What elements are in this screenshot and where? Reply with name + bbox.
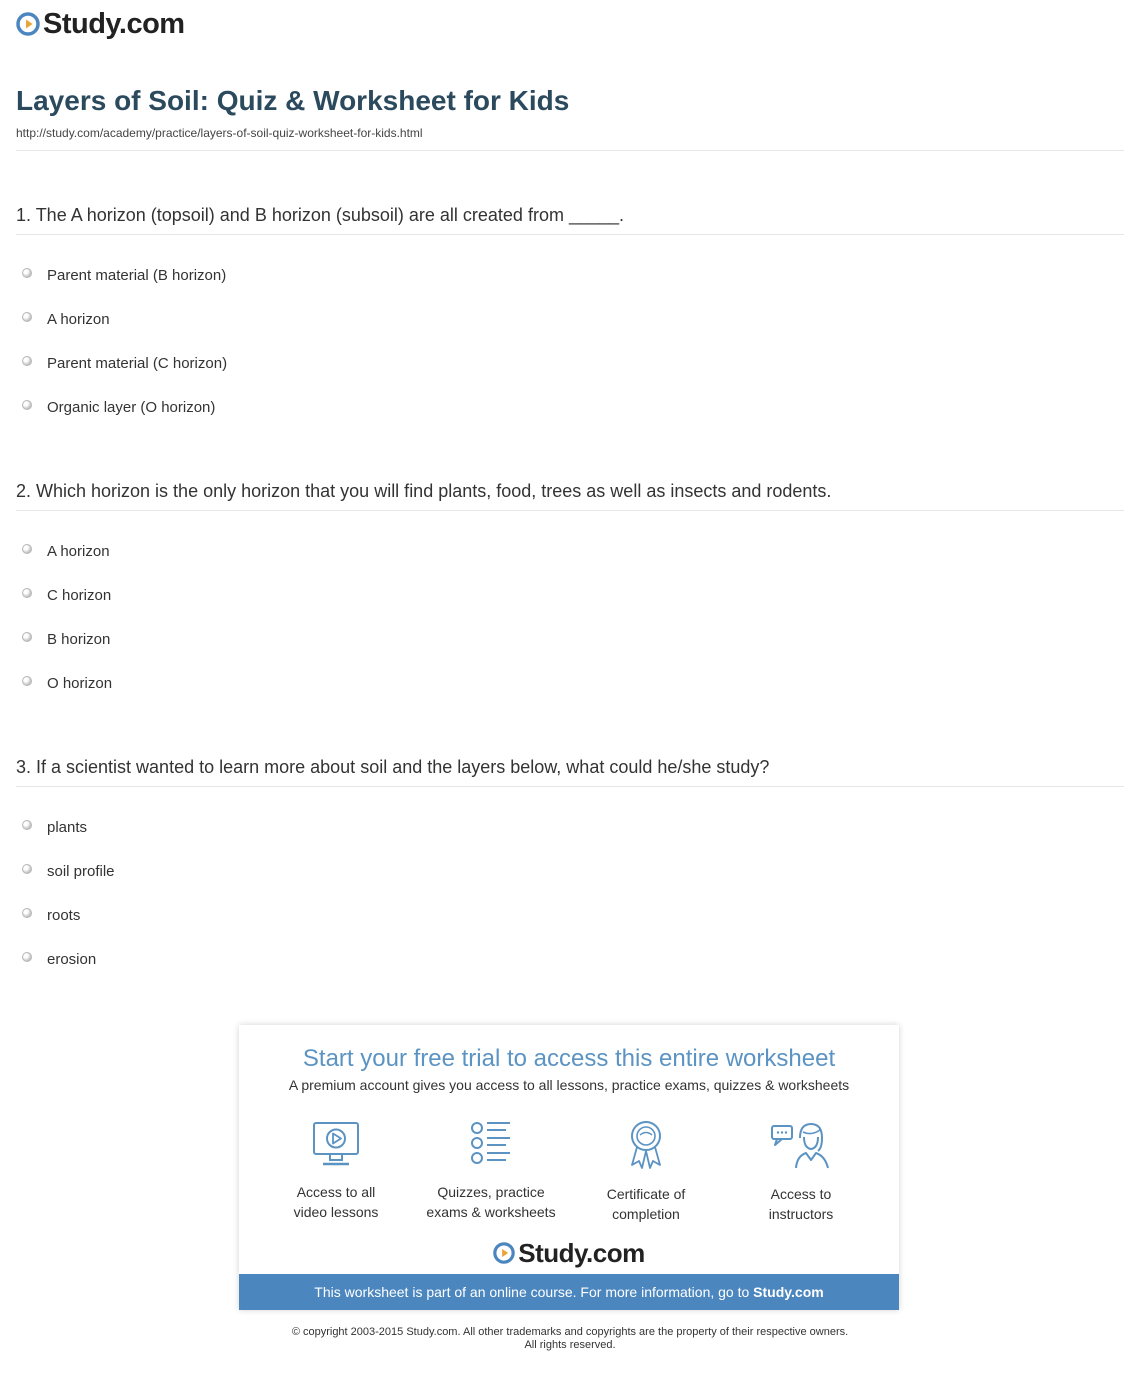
radio-button[interactable] (22, 864, 32, 874)
course-info-text: This worksheet is part of an online course. For more information, go to (314, 1284, 754, 1300)
radio-button[interactable] (22, 588, 32, 598)
question-3-option-2[interactable] (22, 861, 115, 881)
question-3-option-4[interactable] (22, 949, 96, 969)
question-1-option-4[interactable] (22, 397, 215, 417)
option-label: B horizon (47, 630, 111, 648)
promo-subtitle: A premium account gives you access to all lessons, practice exams, quizzes & worksheets (288, 1077, 850, 1093)
copyright-line-2: All rights reserved. (524, 1339, 616, 1351)
study-link[interactable]: Study.com (753, 1284, 824, 1300)
question-1-option-2[interactable] (22, 309, 110, 329)
copyright-line-1: © copyright 2003-2015 Study.com. All other trademarks and copyrights are the property of their respective owners. (291, 1326, 849, 1338)
free-trial-promo (239, 1025, 899, 1310)
checklist-icon (469, 1120, 513, 1168)
option-label: C horizon (47, 586, 112, 604)
question-3-option-1[interactable] (22, 817, 87, 837)
question-3-text: 3. If a scientist wanted to learn more about soil and the layers below, what could he/she study? (16, 757, 770, 777)
play-logo-icon (493, 1242, 515, 1264)
option-label: O horizon (47, 674, 113, 692)
option-label: Parent material (C horizon) (47, 354, 228, 372)
option-label: roots (47, 906, 81, 924)
header-divider (16, 150, 1124, 151)
question-2-option-4[interactable] (22, 673, 112, 693)
question-2-option-1[interactable] (22, 541, 110, 561)
feature-certificate (566, 1120, 726, 1224)
radio-button[interactable] (22, 820, 32, 830)
radio-button[interactable] (22, 356, 32, 366)
question-2-option-2[interactable] (22, 585, 111, 605)
radio-button[interactable] (22, 676, 32, 686)
feature-video-lessons (256, 1120, 416, 1222)
question-2-text: 2. Which horizon is the only horizon that you will find plants, food, trees as well as insects and rodents. (16, 481, 832, 501)
feature-label: Quizzes, practice exams & worksheets (426, 1184, 556, 1220)
radio-button[interactable] (22, 544, 32, 554)
play-logo-icon (16, 12, 40, 36)
question-1-option-1[interactable] (22, 265, 226, 285)
page-url: http://study.com/academy/practice/layers-of-soil-quiz-worksheet-for-kids.html (16, 126, 423, 140)
page-title: Layers of Soil: Quiz & Worksheet for Kids (16, 85, 570, 116)
promo-logo[interactable] (239, 1237, 899, 1269)
question-2-option-3[interactable] (22, 629, 110, 649)
option-label: plants (47, 818, 88, 836)
video-monitor-icon (311, 1120, 361, 1168)
radio-button[interactable] (22, 632, 32, 642)
radio-button[interactable] (22, 312, 32, 322)
award-ribbon-icon (626, 1120, 666, 1170)
option-label: Organic layer (O horizon) (47, 398, 216, 416)
copyright-notice (0, 1326, 1140, 1352)
radio-button[interactable] (22, 400, 32, 410)
option-label: A horizon (47, 542, 110, 560)
feature-instructors (721, 1120, 881, 1224)
option-label: A horizon (47, 310, 110, 328)
question-3-option-3[interactable] (22, 905, 80, 925)
option-label: soil profile (47, 862, 115, 880)
logo-text: Study.com (43, 8, 185, 40)
option-label: Parent material (B horizon) (47, 266, 227, 284)
promo-title[interactable]: Start your free trial to access this entire worksheet (302, 1045, 836, 1072)
question-3-divider (16, 786, 1124, 787)
question-1-text: 1. The A horizon (topsoil) and B horizon (subsoil) are all created from _____. (16, 205, 625, 225)
question-1-option-3[interactable] (22, 353, 227, 373)
instructor-chat-icon (770, 1120, 832, 1170)
feature-label: Certificate of completion (606, 1186, 686, 1222)
radio-button[interactable] (22, 952, 32, 962)
question-2-divider (16, 510, 1124, 511)
radio-button[interactable] (22, 908, 32, 918)
feature-label: Access to all video lessons (293, 1184, 379, 1220)
course-info-bar[interactable] (239, 1274, 899, 1310)
feature-label: Access to instructors (768, 1186, 834, 1222)
feature-quizzes (411, 1120, 571, 1222)
question-1-divider (16, 234, 1124, 235)
radio-button[interactable] (22, 268, 32, 278)
site-logo[interactable] (16, 8, 185, 40)
option-label: erosion (47, 950, 97, 968)
logo-text: Study.com (518, 1238, 645, 1268)
